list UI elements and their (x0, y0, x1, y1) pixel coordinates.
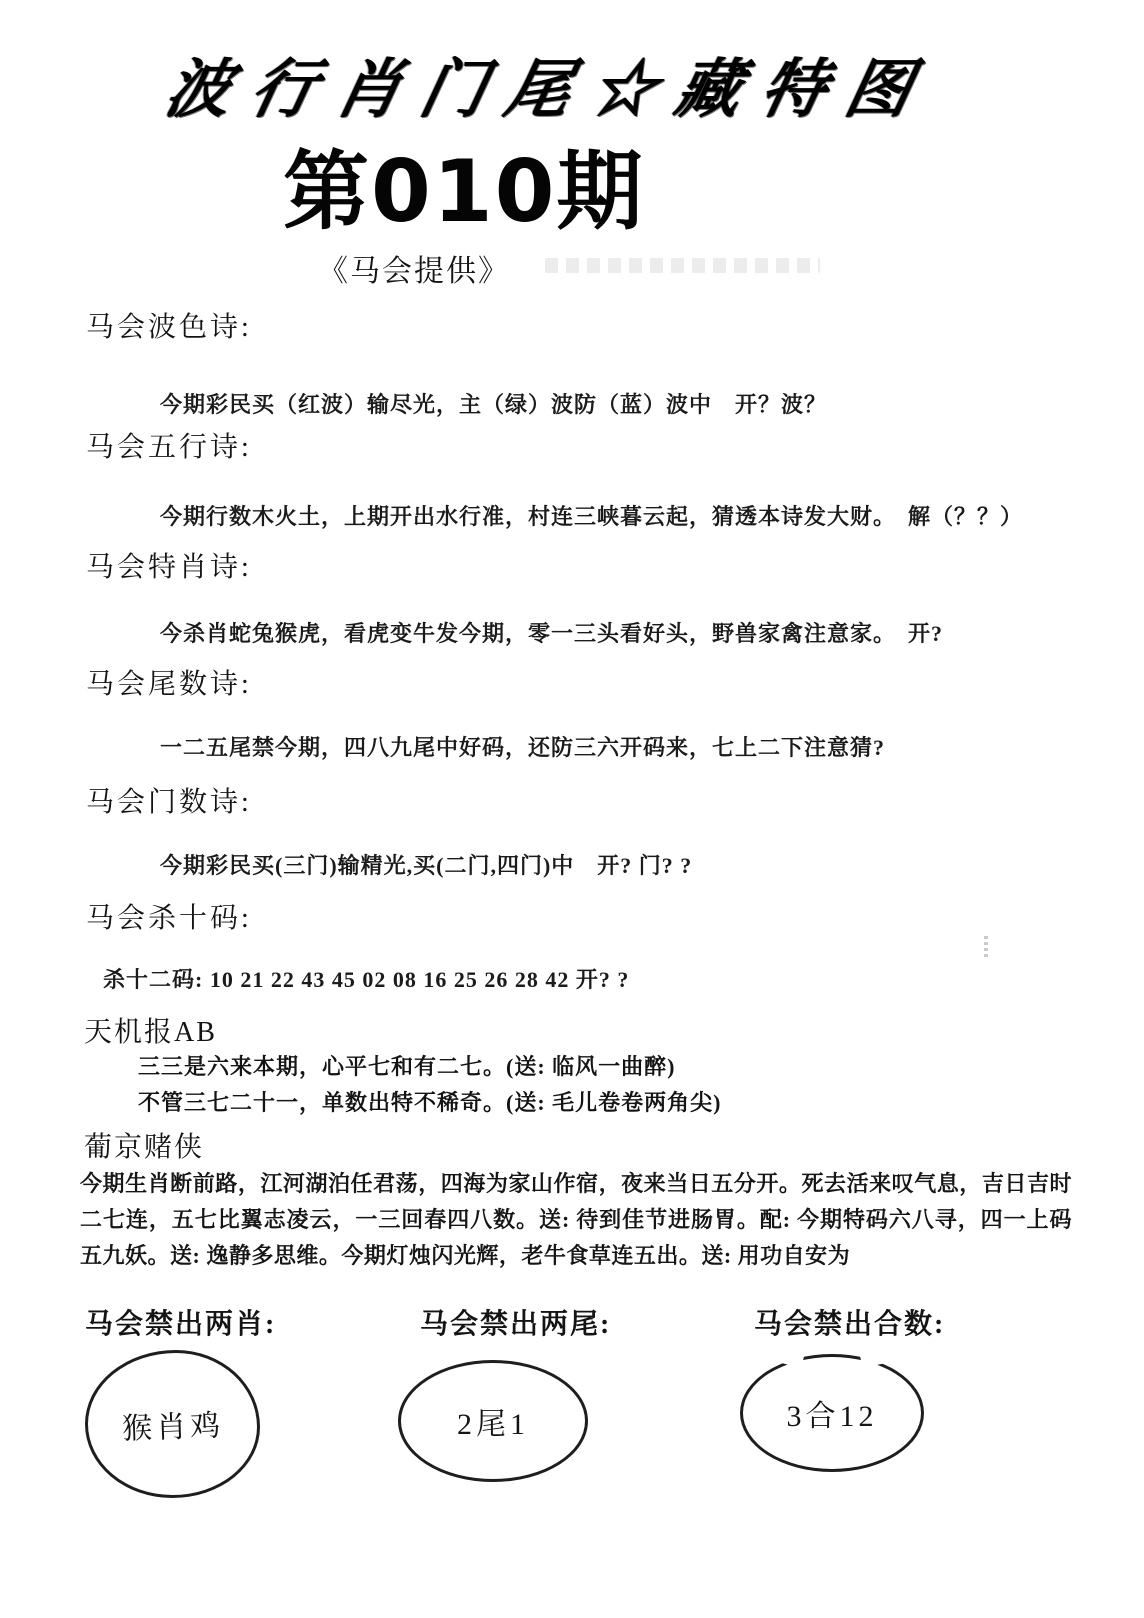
faint-print-artifact (545, 258, 820, 273)
section-bose-line: 今期彩民买（红波）输尽光，主（绿）波防（蓝）波中 开？波？ (160, 392, 828, 417)
forbid-zodiac-label: 马会禁出两肖: (85, 1309, 277, 1340)
pujing-paragraph: 今期生肖断前路，江河湖泊任君荡，四海为家山作宿，夜来当日五分开。死去活来叹气息，吉日吉时二七连，五七比翼志凌云，一三回春四八数。送: 待到佳节进肠胃。配: 今期特码六八寻，四一上码五九妖。送: 逸静多思维。今期灯烛闪光辉，老牛食草连五出。送: 用功自安为 (80, 1171, 1072, 1268)
forbid-tail-label: 马会禁出两尾: (420, 1309, 612, 1340)
print-speck (984, 936, 988, 958)
section-weishu-heading: 马会尾数诗: (86, 669, 252, 700)
tianji-line: 三三是六来本期，心平七和有二七。(送: 临风一曲醉) (138, 1054, 676, 1079)
forbid-sum-value: 3合12 (786, 1400, 878, 1433)
section-menshu-line: 今期彩民买(三门)输精光,买(二门,四门)中 开? 门? ? (160, 853, 693, 878)
section-texiao-heading: 马会特肖诗: (86, 552, 252, 583)
section-wuxing-heading: 马会五行诗: (86, 432, 252, 463)
forbid-tail-circle (398, 1360, 588, 1482)
section-texiao-line: 今杀肖蛇兔猴虎，看虎变牛发今期，零一三头看好头，野兽家禽注意家。 开? (160, 621, 944, 646)
forbid-zodiac-circle (85, 1350, 260, 1498)
forbid-zodiac-value: 猴肖鸡 (121, 1409, 225, 1446)
section-shama-heading: 马会杀十码: (86, 903, 252, 934)
tianji-line: 不管三七二十一，单数出特不稀奇。(送: 毛儿卷卷两角尖) (138, 1090, 722, 1115)
forbid-sum-circle (740, 1354, 924, 1472)
issue-number: 第010期 (283, 142, 645, 242)
section-menshu-heading: 马会门数诗: (86, 787, 252, 818)
forbid-sum-label: 马会禁出合数: (754, 1309, 946, 1340)
section-wuxing-line: 今期行数木火土，上期开出水行准，村连三峡暮云起，猜透本诗发大财。 解（？？） (160, 504, 1024, 529)
tianji-heading: 天机报AB (84, 1017, 217, 1048)
section-weishu-line: 一二五尾禁今期，四八九尾中好码，还防三六开码来，七上二下注意猜? (160, 735, 886, 760)
section-shama-line: 杀十二码: 10 21 22 43 45 02 08 16 25 26 28 42 开? ? (103, 967, 630, 992)
stamp-title: 波行肖门尾☆藏特图 (158, 52, 940, 127)
section-bose-heading: 马会波色诗: (86, 312, 252, 343)
circle-break-mark (860, 1350, 892, 1368)
circle-break-mark (776, 1350, 804, 1368)
forbid-tail-value: 2尾1 (457, 1408, 529, 1441)
provider-title: 《马会提供》 (318, 255, 510, 288)
pujing-heading: 葡京赌侠 (84, 1132, 205, 1163)
